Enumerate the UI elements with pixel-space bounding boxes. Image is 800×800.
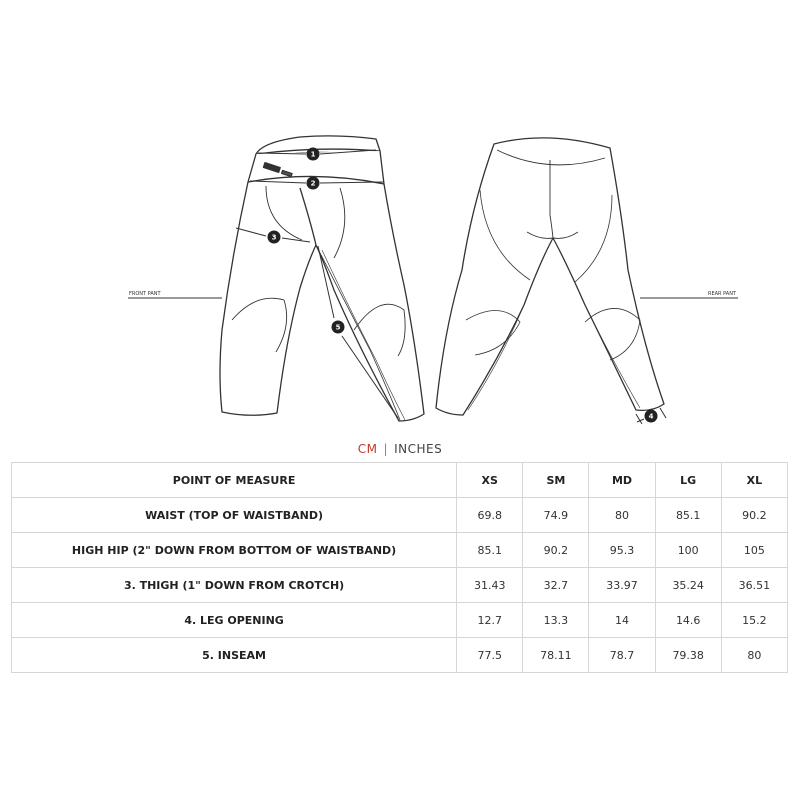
svg-text:3: 3: [271, 233, 277, 242]
table-cell: 14: [589, 603, 655, 638]
marker-5: [332, 321, 345, 334]
table-cell: 90.2: [523, 533, 589, 568]
table-cell: 36.51: [721, 568, 787, 603]
header-size-xs: XS: [457, 463, 523, 498]
table-cell: 12.7: [457, 603, 523, 638]
header-size-sm: SM: [523, 463, 589, 498]
row-label: WAIST (TOP OF WAISTBAND): [12, 498, 457, 533]
svg-text:4: 4: [648, 412, 654, 421]
table-cell: 14.6: [655, 603, 721, 638]
table-cell: 78.11: [523, 638, 589, 673]
header-size-lg: LG: [655, 463, 721, 498]
table-cell: 31.43: [457, 568, 523, 603]
unit-toggle: [0, 442, 800, 462]
svg-text:2: 2: [310, 179, 316, 188]
header-size-xl: XL: [721, 463, 787, 498]
marker-1: [307, 148, 320, 161]
table-cell: 100: [655, 533, 721, 568]
row-label: 5. INSEAM: [12, 638, 457, 673]
table-cell: 77.5: [457, 638, 523, 673]
table-cell: 35.24: [655, 568, 721, 603]
table-cell: 80: [589, 498, 655, 533]
header-point-of-measure: POINT OF MEASURE: [12, 463, 457, 498]
table-cell: 74.9: [523, 498, 589, 533]
svg-text:5: 5: [335, 323, 341, 332]
row-label: HIGH HIP (2" DOWN FROM BOTTOM OF WAISTBAND): [12, 533, 457, 568]
front-pant-drawing: [220, 136, 424, 421]
front-pant-label: FRONT PANT: [129, 291, 161, 297]
table-cell: 32.7: [523, 568, 589, 603]
table-cell: 15.2: [721, 603, 787, 638]
unit-cm-tab[interactable]: CM: [357, 442, 378, 456]
table-cell: 80: [721, 638, 787, 673]
table-cell: 105: [721, 533, 787, 568]
row-label: 4. LEG OPENING: [12, 603, 457, 638]
table-cell: 95.3: [589, 533, 655, 568]
table-row: [12, 498, 788, 533]
table-cell: 85.1: [655, 498, 721, 533]
table-row: [12, 603, 788, 638]
marker-4: [645, 410, 658, 423]
table-cell: 85.1: [457, 533, 523, 568]
table-header-row: [12, 463, 788, 498]
table-cell: 33.97: [589, 568, 655, 603]
rear-pant-label: REAR PANT: [707, 291, 736, 297]
row-label: 3. THIGH (1" DOWN FROM CROTCH): [12, 568, 457, 603]
table-row: [12, 638, 788, 673]
svg-text:1: 1: [310, 150, 316, 159]
marker-3: [268, 231, 281, 244]
table-cell: 69.8: [457, 498, 523, 533]
table-row: [12, 533, 788, 568]
rear-pant-drawing: [436, 138, 664, 415]
unit-separator: |: [383, 442, 389, 456]
unit-inches-tab[interactable]: INCHES: [394, 442, 443, 456]
size-chart-table: [11, 462, 788, 673]
table-cell: 90.2: [721, 498, 787, 533]
table-cell: 79.38: [655, 638, 721, 673]
table-cell: 78.7: [589, 638, 655, 673]
header-size-md: MD: [589, 463, 655, 498]
table-row: [12, 568, 788, 603]
marker-2: [307, 177, 320, 190]
table-cell: 13.3: [523, 603, 589, 638]
